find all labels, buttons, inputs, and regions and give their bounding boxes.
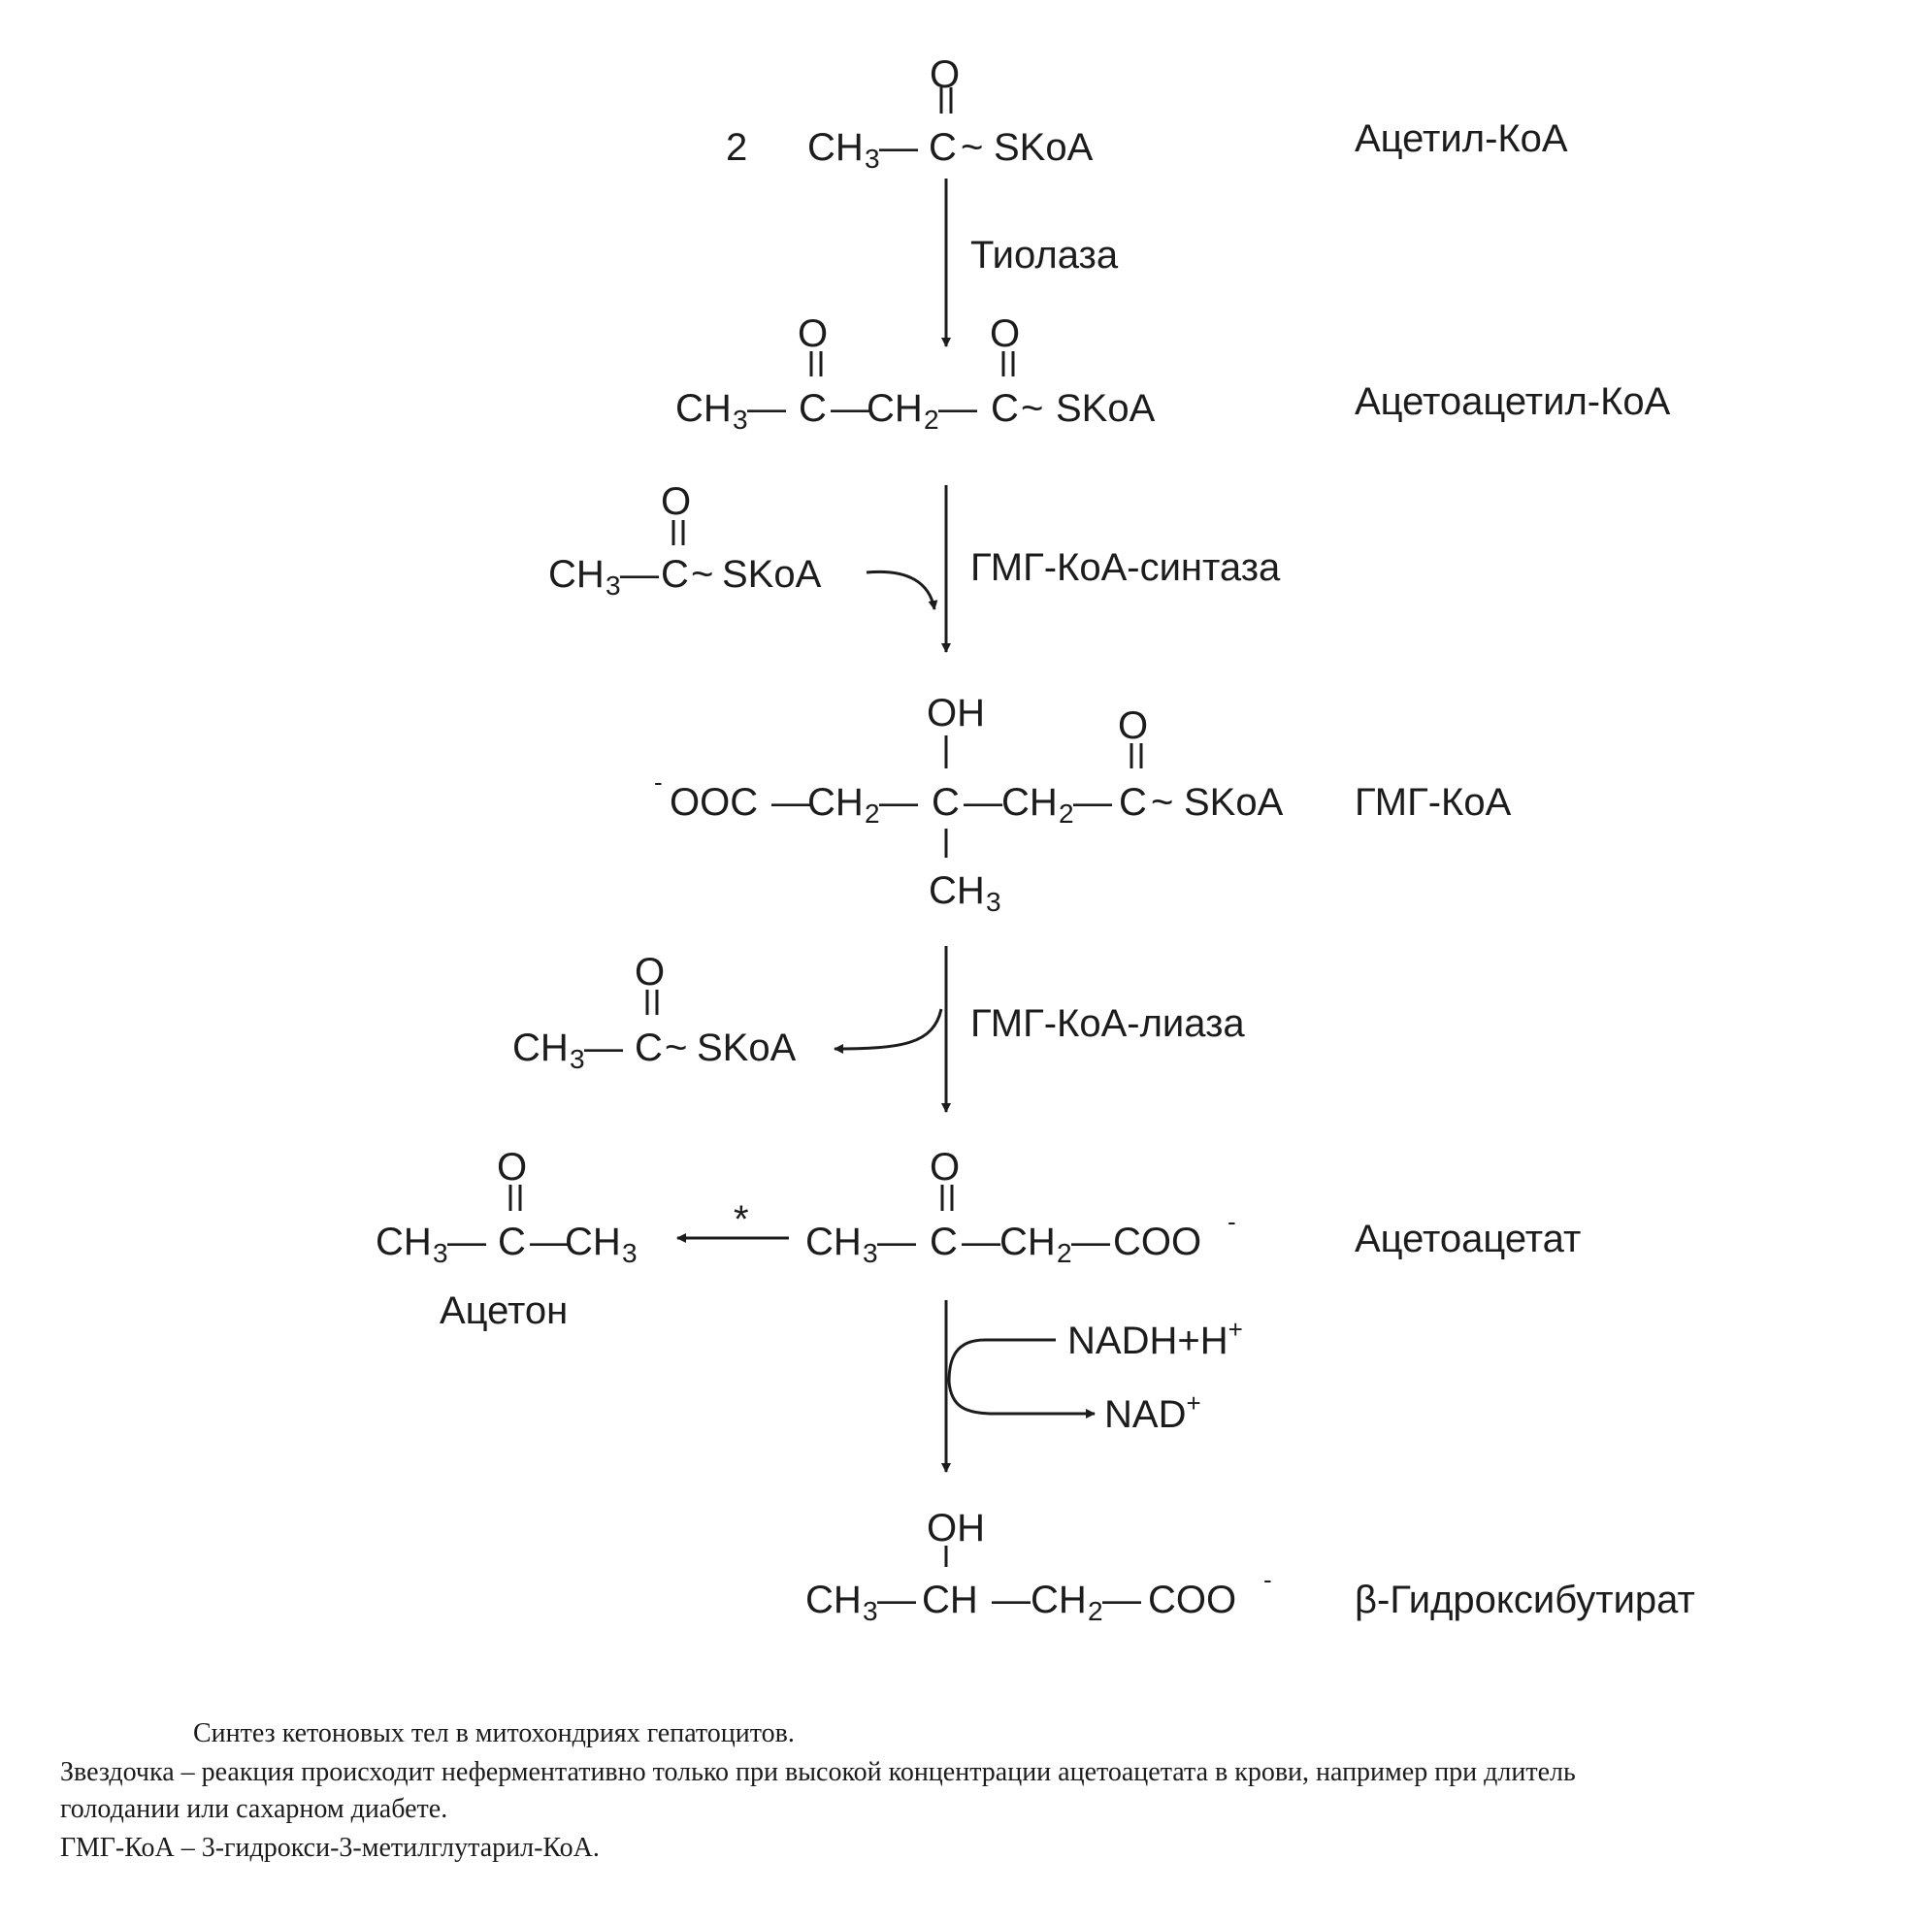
atom-o: O [990,312,1021,355]
formula-acetyl-coa-released [512,951,797,1074]
bond-glyph: — [877,1221,916,1263]
bond-glyph: — [879,126,918,169]
atom-coo: COO [1148,1579,1237,1621]
bond-glyph: — [964,781,1002,824]
atom-ch3: CH [376,1221,432,1263]
bond-glyph: — [831,387,869,430]
atom-ch3: CH [565,1221,621,1263]
atom-c: C [1119,781,1147,824]
atom-ch3: CH [675,387,732,430]
atom-coo: COO [1113,1221,1202,1263]
atom-sub2: 2 [1057,1238,1072,1268]
atom-c: C [661,553,689,596]
reaction-arrows [677,179,1095,1472]
atom-sub3: 3 [570,1044,585,1074]
caption-asterisk-note: Звездочка – реакция происходит неферментативно только при высокой концентрации ацетоацетата в крови, например при длитель [60,1757,1576,1787]
cofactor-nad: NAD+ [1104,1388,1201,1436]
atom-c: C [498,1221,526,1263]
atom-sub3: 3 [433,1238,448,1268]
formula-acetyl-coa [726,53,1094,174]
atom-o: O [661,480,692,523]
thioester-bond-glyph: ~ [1021,387,1044,430]
bond-glyph: — [1071,1221,1110,1263]
formula-acetoacetate [805,1146,1236,1268]
atom-sub3: 3 [606,571,621,601]
atom-c: C [635,1027,663,1069]
atom-ch3: CH [805,1221,862,1263]
atom-skoa: SKoA [1056,387,1156,430]
formula-hmg-coa [654,692,1284,917]
arrow-nad-out [949,1382,1095,1414]
atom-sub2: 2 [1059,799,1074,829]
atom-ch2: CH [999,1221,1056,1263]
atom-o: O [798,312,829,355]
molecule-texts [376,53,1284,1626]
atom-ch2: CH [1001,781,1058,824]
bond-glyph: — [530,1221,569,1263]
atom-skoa: SKoA [697,1027,797,1069]
atom-o: O [497,1146,528,1189]
atom-ch3: CH [512,1027,569,1069]
arrow-acetyl-coa-in [867,571,934,609]
label-acetoacetate: Ацетоацетат [1355,1218,1582,1260]
atom-c: C [930,1221,958,1263]
formula-hydroxybutyrate [805,1507,1272,1626]
atom-ch3: CH [548,553,605,596]
atom-c: C [991,387,1019,430]
bond-glyph: — [879,781,918,824]
atom-sub3: 3 [733,405,748,435]
atom-minus: - [654,767,663,797]
atom-sub3: 3 [863,1596,878,1626]
atom-minus: - [1228,1207,1236,1236]
atom-sub2: 2 [865,799,880,829]
atom-skoa: SKoA [722,553,822,596]
atom-ch2: CH [867,387,923,430]
atom-ch2: CH [1031,1579,1087,1621]
bonds [510,87,1141,1567]
atom-o: O [635,951,666,994]
atom-ch2: CH [807,781,864,824]
formula-acetoacetyl-coa [675,312,1156,435]
bond-glyph: — [584,1027,623,1069]
atom-sub2: 2 [1088,1596,1103,1626]
atom-c: C [932,781,960,824]
bond-glyph: — [1102,1579,1141,1621]
atom-skoa: SKoA [994,126,1094,169]
arrow-acetyl-coa-out [835,1009,941,1049]
atom-ooc: OOC [670,781,759,824]
atom-sub2: 2 [924,405,939,435]
formula-acetyl-coa-donor [548,480,822,601]
atom-ch3: CH [807,126,864,169]
atom-ch3: CH [929,869,985,912]
enzyme-hmg-synthase: ГМГ-КоА-синтаза [970,546,1281,589]
atom-skoa: SKoA [1184,781,1284,824]
bond-glyph: — [447,1221,486,1263]
bond-glyph: — [938,387,977,430]
thioester-bond-glyph: ~ [1151,781,1174,824]
label-acetyl-coa: Ацетил-КоА [1355,117,1568,160]
enzyme-hmg-lyase: ГМГ-КоА-лиаза [970,1002,1245,1045]
cofactor-nadh: NADH+H+ [1067,1315,1243,1362]
bond-glyph: — [1073,781,1112,824]
coefficient-label: 2 [726,126,748,169]
thioester-bond-glyph: ~ [961,126,984,169]
thioester-bond-glyph: ~ [691,553,714,596]
atom-c: C [799,387,827,430]
atom-o: O [930,53,961,96]
caption-title: Синтез кетоновых тел в митохондриях гепатоцитов. [193,1718,795,1748]
atom-o: O [1118,704,1149,747]
atom-oh: OH [927,692,985,734]
label-hmg-coa: ГМГ-КоА [1355,781,1512,824]
compound-labels [440,117,1695,1621]
label-hydroxybutyrate: β-Гидроксибутират [1355,1579,1695,1621]
atom-oh: OH [927,1507,985,1549]
atom-ch3: CH [805,1579,862,1621]
bond-glyph: — [620,553,659,596]
atom-sub3: 3 [622,1238,638,1268]
atom-ch: CH [922,1579,978,1621]
atom-sub3: 3 [986,887,1001,917]
atom-sub3: 3 [863,1238,878,1268]
atom-o: O [930,1146,961,1189]
bond-glyph: — [877,1579,916,1621]
bond-glyph: — [771,781,810,824]
caption-asterisk-note-cont: голодании или сахарном диабете. [60,1794,448,1824]
atom-minus: - [1263,1565,1272,1594]
formula-acetone [376,1146,638,1268]
bond-glyph: — [962,1221,1000,1263]
thioester-bond-glyph: ~ [665,1027,688,1069]
enzyme-thiolase: Тиолаза [970,234,1119,277]
bond-glyph: — [747,387,786,430]
arrow-nadh-in [949,1340,1056,1382]
caption-hmg-definition: ГМГ-КоА – 3-гидрокси-3-метилглутарил-КоА. [60,1833,600,1863]
asterisk-label: * [734,1198,749,1241]
atom-sub3: 3 [865,144,880,174]
atom-c: C [929,126,957,169]
label-acetone: Ацетон [440,1289,569,1332]
label-acetoacetyl-coa: Ацетоацетил-КоА [1355,380,1671,423]
bond-glyph: — [992,1579,1031,1621]
